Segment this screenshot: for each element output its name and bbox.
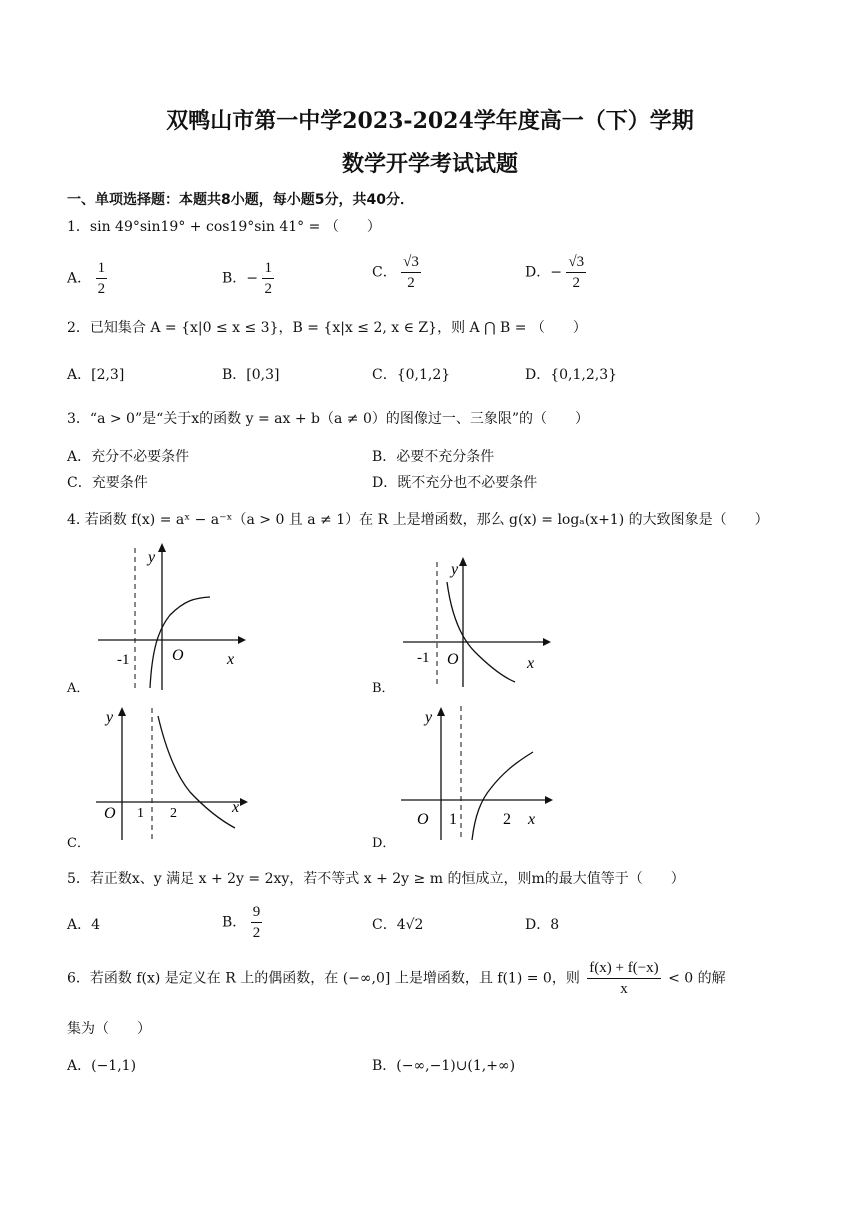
tick-label-neg1: -1 xyxy=(417,650,430,666)
q6-fraction: $\frac{f(x) + f(-x)}{x}$ xyxy=(589,960,659,997)
q4-graph-c xyxy=(90,700,255,845)
q2-option-c: C．{0,1,2} xyxy=(372,367,451,383)
q4-graph-b-label: B． xyxy=(372,681,395,696)
x-label: x xyxy=(528,811,536,828)
question-4-text: 4. 若函数 f(x) = aˣ − a⁻ˣ（a > 0 且 a ≠ 1）在 R 上是增函数，那么 g(x) = logₐ(x+1) 的大致图象是（ ） xyxy=(67,512,769,528)
x-label: x xyxy=(527,655,535,672)
origin-label: O xyxy=(447,651,459,668)
section-heading: 一、单项选择题：本题共8小题，每小题5分，共40分． xyxy=(67,192,414,208)
q4-graph-c-label: C． xyxy=(67,836,90,851)
question-3-text: 3．“a > 0”是“关于x的函数 y = ax + b（a ≠ 0）的图像过一、三象限”的（ ） xyxy=(67,411,590,427)
q5-option-b: B． $\frac{9}{2}$ xyxy=(222,904,261,941)
question-5-text: 5．若正数x、y 满足 x + 2y = 2xy，若不等式 x + 2y ≥ m 的恒成立，则m的最大值等于（ ） xyxy=(67,871,685,887)
q1-option-a-fraction: $\frac{1}{2}$ xyxy=(97,260,106,297)
q4-graph-d-label: D． xyxy=(372,836,396,851)
question-6-line2: 集为（ ） xyxy=(67,1021,151,1037)
q2-option-b: B．[0,3] xyxy=(222,367,280,383)
x-label: x xyxy=(227,651,235,668)
q4-graph-d xyxy=(395,700,560,845)
q5-option-d: D．8 xyxy=(525,917,560,933)
tick-label-1: 1 xyxy=(449,811,457,828)
q1-option-a-letter: A． xyxy=(67,270,92,287)
origin-label: O xyxy=(104,805,116,822)
q2-option-a: A．[2,3] xyxy=(67,367,125,383)
q5-option-a: A．4 xyxy=(67,917,101,933)
q3-option-c: C．充要条件 xyxy=(67,475,148,491)
y-label: y xyxy=(451,561,459,578)
q1-option-a xyxy=(67,258,107,299)
y-label: y xyxy=(148,549,156,566)
q5-option-c: C．4√2 xyxy=(372,917,424,933)
question-1-text: 1．sin 49°sin19° + cos19°sin 41° = （ ） xyxy=(67,219,381,235)
exam-title-line1: 双鸭山市第一中学2023-2024学年度高一（下）学期 xyxy=(166,108,694,134)
q1-option-c-fraction: $\frac{√3}{2}$ xyxy=(403,254,419,291)
q1-option-d: D．− $\frac{√3}{2}$ xyxy=(525,254,585,291)
exam-title-line2: 数学开学考试试题 xyxy=(341,151,518,177)
tick-label-neg1: -1 xyxy=(117,652,130,668)
q6-option-a: A．(−1,1) xyxy=(67,1058,137,1074)
q1-option-c: C． $\frac{√3}{2}$ xyxy=(372,254,419,291)
q1-option-b-fraction: $\frac{1}{2}$ xyxy=(264,260,272,297)
tick-label-2: 2 xyxy=(503,811,511,828)
q1-option-d-fraction: $\frac{√3}{2}$ xyxy=(568,254,585,291)
tick-label-1: 1 xyxy=(137,806,144,821)
q5-option-b-fraction: $\frac{9}{2}$ xyxy=(252,904,261,941)
curve xyxy=(150,597,210,688)
y-label: y xyxy=(425,709,433,726)
q3-option-b: B．必要不充分条件 xyxy=(372,449,495,465)
question-2-text: 2．已知集合 A = {x|0 ≤ x ≤ 3}，B = {x|x ≤ 2, x ∈ Z}，则 A ⋂ B = （ ） xyxy=(67,320,587,336)
q1-option-b: B．− $\frac{1}{2}$ xyxy=(222,260,272,297)
y-label: y xyxy=(106,709,114,726)
q2-option-d: D．{0,1,2,3} xyxy=(525,367,618,383)
q3-option-a: A．充分不必要条件 xyxy=(67,449,190,465)
origin-label: O xyxy=(417,811,429,828)
q4-graph-b xyxy=(395,552,555,692)
question-6-line1: 6．若函数 f(x) 是定义在 R 上的偶函数，在 (−∞,0] 上是增函数，且 f(1) = 0，则 $\frac{f(x) + f(-x)}{x}$ < 0 的解 xyxy=(67,960,726,997)
origin-label: O xyxy=(172,647,184,664)
tick-label-2: 2 xyxy=(170,806,177,821)
q6-option-b: B．(−∞,−1)∪(1,+∞) xyxy=(372,1058,516,1074)
q4-graph-a xyxy=(90,540,250,695)
q3-option-d: D．既不充分也不必要条件 xyxy=(372,475,538,491)
x-label: x xyxy=(232,799,240,816)
q4-graph-a-label: A． xyxy=(67,681,90,696)
